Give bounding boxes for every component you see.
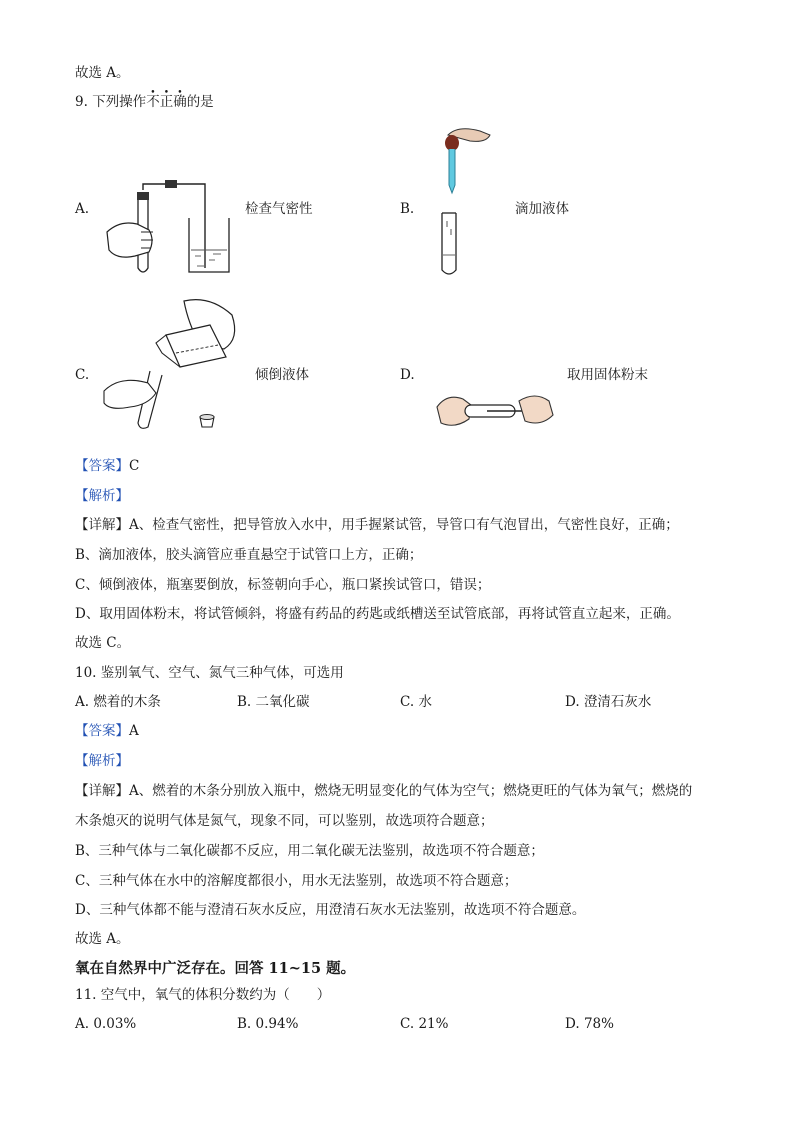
dropper-bulb-icon — [445, 135, 459, 151]
q10-stem — [75, 664, 344, 682]
q9-emphasis-2: 正 — [159, 94, 174, 110]
q10-detail-3: B、三种气体与二氧化碳都不反应，用二氧化碳无法鉴别，故选项不符合题意； — [75, 843, 544, 859]
detail-tag: 【详解】 — [75, 783, 129, 799]
q9-conclusion: 故选 C。 — [75, 635, 131, 651]
beaker-icon — [189, 218, 229, 272]
q9-number: 9. — [75, 94, 88, 110]
test-tube-icon — [442, 213, 456, 274]
q9-option-b-caption: 滴加液体 — [515, 201, 569, 217]
q9-option-d-caption: 取用固体粉末 — [567, 367, 648, 383]
dropper-icon — [449, 149, 455, 193]
q11-option-c: C. 21% — [400, 1016, 449, 1032]
airtightness-check-figure — [105, 180, 245, 280]
answer-tag: 【答案】 — [75, 723, 129, 739]
q9-detail-2: B、滴加液体，胶头滴管应垂直悬空于试管口上方，正确； — [75, 547, 423, 563]
q9-emphasis-3: 确 — [173, 94, 187, 110]
answer-tag: 【答案】 — [75, 458, 129, 474]
q10-number: 10. — [75, 665, 97, 681]
q9-detail-3: C、倾倒液体，瓶塞要倒放，标签朝向手心，瓶口紧挨试管口，错误； — [75, 577, 491, 593]
q9-detail-4: D、取用固体粉末，将试管倾斜，将盛有药品的药匙或纸槽送至试管底部，再将试管直立起来，正确。 — [75, 606, 680, 622]
q10-answer-value: A — [129, 723, 139, 739]
q10-conclusion: 故选 A。 — [75, 931, 130, 947]
q11-stem-text: 空气中，氧气的体积分数约为（ ） — [100, 987, 331, 1003]
q10-option-c: C. 水 — [400, 694, 432, 710]
q10-answer — [75, 722, 139, 740]
pouring-liquid-figure — [100, 295, 250, 440]
q9-option-b-letter: B. — [400, 201, 415, 217]
q9-option-c-caption: 倾倒液体 — [255, 367, 309, 383]
q9-option-a-letter: A. — [75, 201, 90, 217]
q10-detail-5: D、三种气体都不能与澄清石灰水反应，用澄清石灰水无法鉴别，故选项不符合题意。 — [75, 902, 586, 918]
detail-tag: 【详解】 — [75, 517, 129, 533]
tube-connector-icon — [165, 180, 177, 188]
q10-detail-4: C、三种气体在水中的溶解度都很小，用水无法鉴别，故选项不符合题意； — [75, 873, 518, 889]
right-hand-icon — [519, 396, 553, 423]
q11-option-a: A. 0.03% — [75, 1016, 137, 1032]
q11-stem — [75, 986, 330, 1004]
section-heading: 氧在自然界中广泛存在。回答 11~15 题。 — [75, 960, 356, 977]
q9-option-c-letter: C. — [75, 367, 90, 383]
q10-analysis-tag: 【解析】 — [75, 753, 129, 769]
q9-answer — [75, 457, 139, 475]
q10-option-b: B. 二氧化碳 — [237, 694, 310, 710]
q10-detail-text-1: A、燃着的木条分别放入瓶中，燃烧无明显变化的气体为空气；燃烧更旺的气体为氧气；燃烧的 — [129, 783, 693, 799]
q9-detail-text-1: A、检查气密性，把导管放入水中，用手握紧试管，导管口有气泡冒出，气密性良好，正确； — [129, 517, 679, 533]
q9-option-d-letter: D. — [400, 367, 415, 383]
q9-stem-prefix: 下列操作 — [92, 94, 147, 110]
q9-analysis-tag: 【解析】 — [75, 488, 129, 504]
q10-detail-1 — [75, 782, 692, 800]
q10-option-d: D. 澄清石灰水 — [565, 694, 652, 710]
q11-option-d: D. 78% — [565, 1016, 614, 1032]
dropping-liquid-figure — [430, 125, 510, 280]
q11-number: 11. — [75, 987, 97, 1003]
q9-stem-suffix: 的是 — [186, 94, 214, 110]
q9-detail-1 — [75, 516, 679, 534]
prev-conclusion: 故选 A。 — [75, 65, 130, 81]
q9-emphasis-1: 不 — [146, 94, 160, 110]
q9-stem — [75, 93, 214, 111]
q10-option-a: A. 燃着的木条 — [75, 694, 161, 710]
q10-stem-text: 鉴别氧气、空气、氮气三种气体，可选用 — [100, 665, 344, 681]
q10-detail-2: 木条熄灭的说明气体是氮气，现象不同，可以鉴别，故选项符合题意； — [75, 813, 494, 829]
q9-option-a-caption: 检查气密性 — [245, 201, 313, 217]
q9-answer-value: C — [129, 458, 140, 474]
taking-powder-figure — [435, 385, 555, 437]
q11-option-b: B. 0.94% — [237, 1016, 299, 1032]
